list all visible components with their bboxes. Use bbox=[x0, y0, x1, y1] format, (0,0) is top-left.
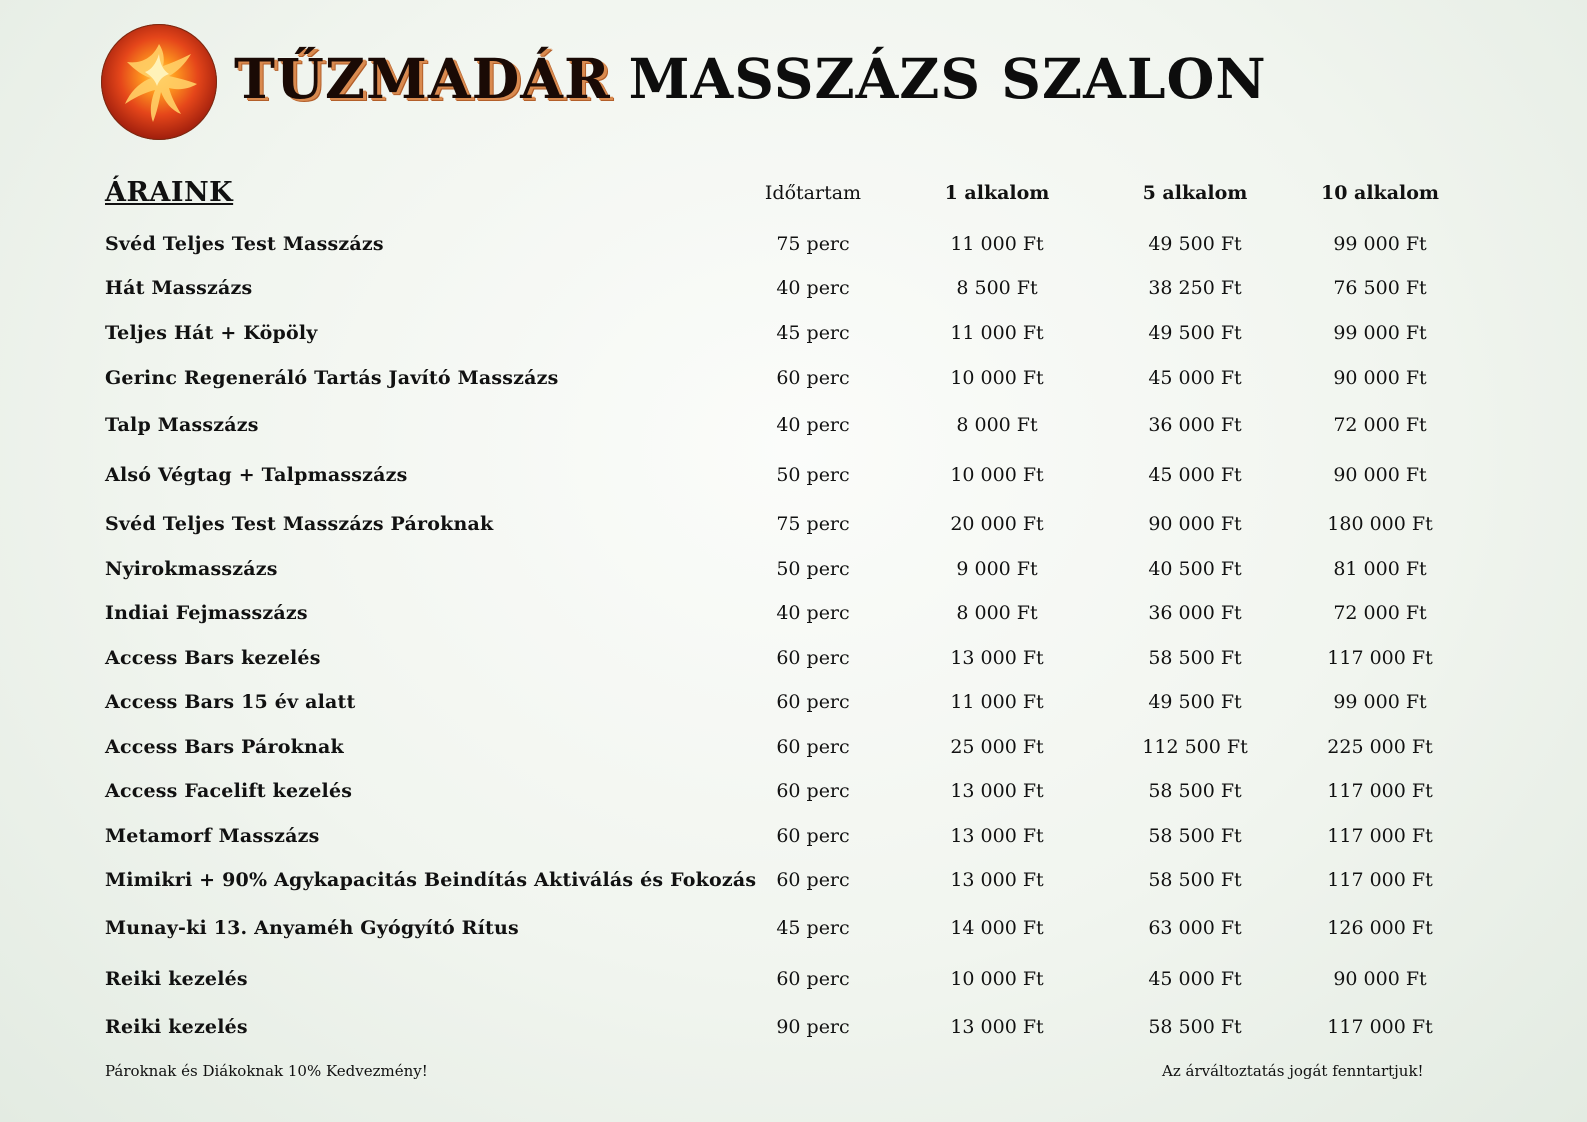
price-1-session: 13 000 Ft bbox=[950, 780, 1044, 802]
service-name: Svéd Teljes Test Masszázs bbox=[105, 233, 384, 255]
price-10-sessions: 117 000 Ft bbox=[1327, 825, 1433, 847]
price-1-session: 8 000 Ft bbox=[956, 602, 1038, 624]
column-header-1-session: 1 alkalom bbox=[944, 182, 1050, 204]
price-5-sessions: 58 500 Ft bbox=[1148, 869, 1242, 891]
duration-cell: 40 perc bbox=[776, 277, 850, 299]
price-10-sessions: 99 000 Ft bbox=[1333, 691, 1427, 713]
service-name: Munay-ki 13. Anyaméh Gyógyító Rítus bbox=[105, 917, 519, 939]
duration-cell: 60 perc bbox=[776, 736, 850, 758]
price-5-sessions: 36 000 Ft bbox=[1148, 602, 1242, 624]
title-accent: TŰZMADÁR bbox=[234, 46, 611, 111]
price-10-sessions: 99 000 Ft bbox=[1333, 233, 1427, 255]
service-name: Alsó Végtag + Talpmasszázs bbox=[105, 464, 408, 486]
price-5-sessions: 90 000 Ft bbox=[1148, 513, 1242, 535]
price-1-session: 11 000 Ft bbox=[950, 322, 1044, 344]
price-5-sessions: 49 500 Ft bbox=[1148, 691, 1242, 713]
table-row bbox=[0, 554, 1587, 584]
price-10-sessions: 99 000 Ft bbox=[1333, 322, 1427, 344]
column-header-10-sessions: 10 alkalom bbox=[1320, 182, 1440, 204]
price-5-sessions: 63 000 Ft bbox=[1148, 917, 1242, 939]
price-5-sessions: 45 000 Ft bbox=[1148, 464, 1242, 486]
service-name: Access Bars Pároknak bbox=[105, 736, 344, 758]
price-10-sessions: 90 000 Ft bbox=[1333, 464, 1427, 486]
price-10-sessions: 117 000 Ft bbox=[1327, 780, 1433, 802]
price-10-sessions: 72 000 Ft bbox=[1333, 602, 1427, 624]
price-1-session: 13 000 Ft bbox=[950, 825, 1044, 847]
price-5-sessions: 49 500 Ft bbox=[1148, 322, 1242, 344]
price-10-sessions: 90 000 Ft bbox=[1333, 968, 1427, 990]
price-10-sessions: 117 000 Ft bbox=[1327, 647, 1433, 669]
price-5-sessions: 45 000 Ft bbox=[1148, 968, 1242, 990]
duration-cell: 40 perc bbox=[776, 602, 850, 624]
price-1-session: 10 000 Ft bbox=[950, 464, 1044, 486]
price-1-session: 25 000 Ft bbox=[950, 736, 1044, 758]
price-10-sessions: 90 000 Ft bbox=[1333, 367, 1427, 389]
page-title bbox=[234, 46, 1267, 112]
price-1-session: 8 000 Ft bbox=[956, 414, 1038, 436]
table-row bbox=[0, 643, 1587, 673]
duration-cell: 60 perc bbox=[776, 968, 850, 990]
duration-cell: 60 perc bbox=[776, 825, 850, 847]
table-row bbox=[0, 1012, 1587, 1042]
service-name: Access Bars kezelés bbox=[105, 647, 321, 669]
price-5-sessions: 49 500 Ft bbox=[1148, 233, 1242, 255]
table-row bbox=[0, 363, 1587, 393]
duration-cell: 60 perc bbox=[776, 647, 850, 669]
price-1-session: 10 000 Ft bbox=[950, 367, 1044, 389]
table-row bbox=[0, 732, 1587, 762]
price-1-session: 20 000 Ft bbox=[950, 513, 1044, 535]
price-10-sessions: 72 000 Ft bbox=[1333, 414, 1427, 436]
price-10-sessions: 117 000 Ft bbox=[1327, 1016, 1433, 1038]
service-name: Access Bars 15 év alatt bbox=[105, 691, 356, 713]
service-name: Talp Masszázs bbox=[105, 414, 259, 436]
price-change-note: Az árváltoztatás jogát fenntartjuk! bbox=[1162, 1062, 1424, 1080]
price-1-session: 13 000 Ft bbox=[950, 869, 1044, 891]
duration-cell: 75 perc bbox=[776, 513, 850, 535]
duration-cell: 60 perc bbox=[776, 691, 850, 713]
duration-cell: 90 perc bbox=[776, 1016, 850, 1038]
service-name: Mimikri + 90% Agykapacitás Beindítás Aktiválás és Fokozás bbox=[105, 869, 757, 891]
price-10-sessions: 225 000 Ft bbox=[1327, 736, 1433, 758]
prices-heading: ÁRAINK bbox=[105, 177, 234, 208]
service-name: Svéd Teljes Test Masszázs Pároknak bbox=[105, 513, 494, 535]
price-1-session: 13 000 Ft bbox=[950, 1016, 1044, 1038]
column-header-5-sessions: 5 alkalom bbox=[1142, 182, 1248, 204]
phoenix-icon bbox=[101, 24, 217, 140]
table-row bbox=[0, 865, 1587, 895]
table-row bbox=[0, 964, 1587, 994]
price-1-session: 10 000 Ft bbox=[950, 968, 1044, 990]
price-5-sessions: 38 250 Ft bbox=[1148, 277, 1242, 299]
price-5-sessions: 58 500 Ft bbox=[1148, 647, 1242, 669]
price-5-sessions: 40 500 Ft bbox=[1148, 558, 1242, 580]
price-1-session: 13 000 Ft bbox=[950, 647, 1044, 669]
table-row bbox=[0, 776, 1587, 806]
table-row bbox=[0, 460, 1587, 490]
service-name: Reiki kezelés bbox=[105, 968, 248, 990]
table-row bbox=[0, 687, 1587, 717]
price-1-session: 8 500 Ft bbox=[956, 277, 1038, 299]
table-row bbox=[0, 509, 1587, 539]
price-10-sessions: 126 000 Ft bbox=[1327, 917, 1433, 939]
price-10-sessions: 117 000 Ft bbox=[1327, 869, 1433, 891]
price-10-sessions: 81 000 Ft bbox=[1333, 558, 1427, 580]
service-name: Nyirokmasszázs bbox=[105, 558, 278, 580]
table-row bbox=[0, 598, 1587, 628]
duration-cell: 50 perc bbox=[776, 464, 850, 486]
phoenix-logo bbox=[101, 24, 217, 140]
price-1-session: 11 000 Ft bbox=[950, 233, 1044, 255]
price-10-sessions: 180 000 Ft bbox=[1327, 513, 1433, 535]
price-5-sessions: 58 500 Ft bbox=[1148, 1016, 1242, 1038]
duration-cell: 45 perc bbox=[776, 917, 850, 939]
column-header-duration: Időtartam bbox=[764, 182, 862, 204]
price-5-sessions: 58 500 Ft bbox=[1148, 825, 1242, 847]
duration-cell: 60 perc bbox=[776, 780, 850, 802]
price-5-sessions: 45 000 Ft bbox=[1148, 367, 1242, 389]
price-1-session: 9 000 Ft bbox=[956, 558, 1038, 580]
service-name: Teljes Hát + Köpöly bbox=[105, 322, 318, 344]
service-name: Access Facelift kezelés bbox=[105, 780, 353, 802]
price-5-sessions: 36 000 Ft bbox=[1148, 414, 1242, 436]
service-name: Gerinc Regeneráló Tartás Javító Masszázs bbox=[105, 367, 559, 389]
table-row bbox=[0, 913, 1587, 943]
service-name: Hát Masszázs bbox=[105, 277, 253, 299]
duration-cell: 40 perc bbox=[776, 414, 850, 436]
duration-cell: 60 perc bbox=[776, 367, 850, 389]
table-row bbox=[0, 229, 1587, 259]
table-row bbox=[0, 318, 1587, 348]
service-name: Reiki kezelés bbox=[105, 1016, 248, 1038]
table-row bbox=[0, 273, 1587, 303]
duration-cell: 45 perc bbox=[776, 322, 850, 344]
table-row bbox=[0, 821, 1587, 851]
discount-note: Pároknak és Diákoknak 10% Kedvezmény! bbox=[105, 1062, 428, 1080]
price-5-sessions: 112 500 Ft bbox=[1142, 736, 1248, 758]
duration-cell: 60 perc bbox=[776, 869, 850, 891]
price-1-session: 14 000 Ft bbox=[950, 917, 1044, 939]
service-name: Indiai Fejmasszázs bbox=[105, 602, 308, 624]
price-1-session: 11 000 Ft bbox=[950, 691, 1044, 713]
price-5-sessions: 58 500 Ft bbox=[1148, 780, 1242, 802]
table-row bbox=[0, 410, 1587, 440]
duration-cell: 50 perc bbox=[776, 558, 850, 580]
price-10-sessions: 76 500 Ft bbox=[1333, 277, 1427, 299]
duration-cell: 75 perc bbox=[776, 233, 850, 255]
title-rest: MASSZÁZS SZALON bbox=[628, 46, 1267, 111]
service-name: Metamorf Masszázs bbox=[105, 825, 320, 847]
